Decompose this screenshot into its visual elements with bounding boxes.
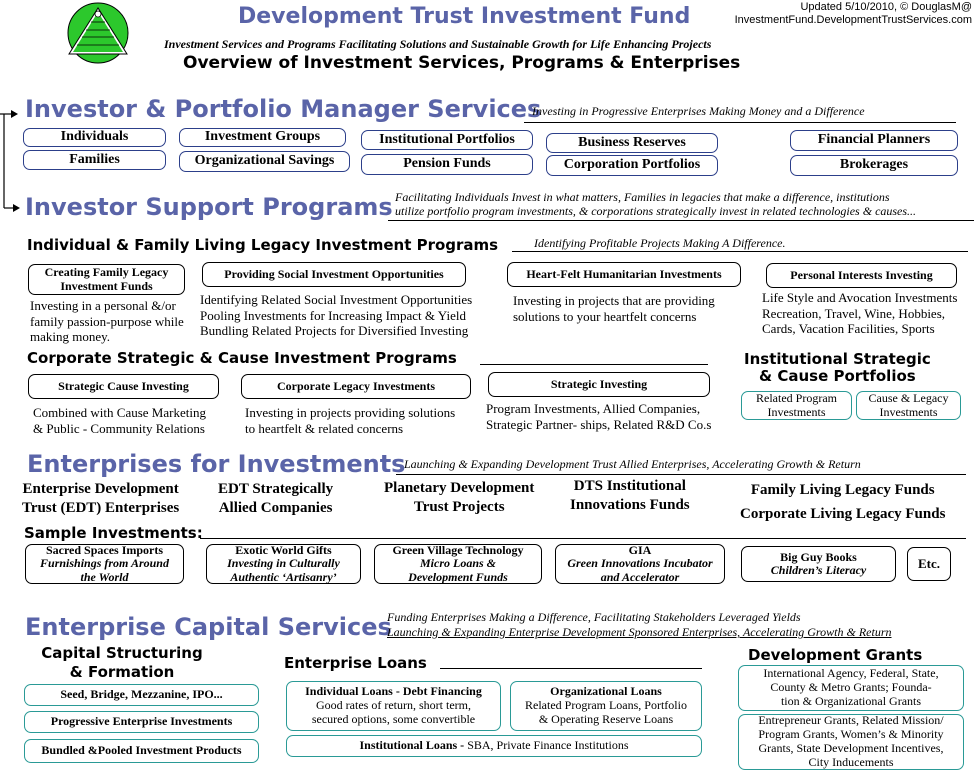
enterprises-heading: Enterprises for Investments — [27, 450, 406, 478]
samples-heading: Sample Investments: — [24, 524, 203, 542]
family-programs-heading: Individual & Family Living Legacy Investment Programs — [27, 236, 499, 254]
updated-note: Updated 5/10/2010, © DouglasM@ — [800, 1, 972, 13]
humanitarian-card[interactable]: Heart-Felt Humanitarian Investments — [507, 262, 741, 287]
grants-heading: Development Grants — [748, 646, 923, 664]
individual-loans-box[interactable]: Individual Loans - Debt Financing Good rates of return, short term, secured options, some convertible — [286, 681, 501, 731]
brokerages-button[interactable]: Brokerages — [790, 155, 958, 176]
edt-allied-item[interactable]: EDT Strategically Allied Companies — [218, 481, 334, 516]
enterprises-tagline: Launching & Expanding Development Trust Allied Enterprises, Accelerating Growth & Return — [404, 457, 861, 471]
support-programs-heading: Investor Support Programs — [25, 193, 393, 221]
corporation-portfolios-button[interactable]: Corporation Portfolios — [546, 155, 718, 176]
investor-services-heading: Investor & Portfolio Manager Services — [25, 95, 542, 123]
dts-innovations-item[interactable]: DTS Institutional Innovations Funds — [570, 478, 690, 513]
site-url[interactable]: InvestmentFund.DevelopmentTrustServices.com — [734, 14, 972, 27]
government-grants-box[interactable]: International Agency, Federal, State, County & Metro Grants; Founda- tion & Organizational Grants — [738, 665, 964, 711]
family-legacy-funds-desc: Investing in a personal &/or family passion-purpose while making money. — [30, 298, 184, 345]
structuring-heading-1: Capital Structuring — [41, 644, 203, 662]
strategic-cause-desc: Combined with Cause Marketing & Public - Community Relations — [33, 405, 206, 436]
organizational-savings-button[interactable]: Organizational Savings — [179, 151, 350, 172]
pension-funds-button[interactable]: Pension Funds — [361, 154, 533, 175]
etc-card[interactable]: Etc. — [907, 547, 951, 581]
cause-legacy-investments-box[interactable]: Cause & Legacy Investments — [856, 391, 961, 420]
bundled-pooled-box[interactable]: Bundled &Pooled Investment Products — [24, 739, 259, 763]
institutional-heading-1: Institutional Strategic — [744, 350, 931, 368]
capital-heading: Enterprise Capital Services — [25, 613, 392, 641]
investment-groups-button[interactable]: Investment Groups — [179, 128, 346, 147]
big-guy-books-card[interactable]: Big Guy Books Children’s Literacy — [741, 546, 896, 582]
page-tagline: Investment Services and Programs Facilitating Solutions and Sustainable Growth for Life Enhancing Projects — [164, 37, 712, 51]
family-programs-tagline: Identifying Profitable Projects Making A Difference. — [534, 236, 786, 250]
personal-interests-desc: Life Style and Avocation Investments Recreation, Travel, Wine, Hobbies, Cards, Vacation Facilities, Sports — [762, 290, 958, 337]
institutional-portfolios-button[interactable]: Institutional Portfolios — [361, 130, 533, 150]
corporate-programs-heading: Corporate Strategic & Cause Investment Programs — [27, 349, 457, 367]
organizational-loans-box[interactable]: Organizational Loans Related Program Loans, Portfolio & Operating Reserve Loans — [510, 681, 702, 731]
families-button[interactable]: Families — [23, 150, 166, 170]
capital-tagline-2: Launching & Expanding Enterprise Development Sponsored Enterprises, Accelerating Growth & Return — [387, 625, 892, 639]
related-program-investments-box[interactable]: Related Program Investments — [741, 391, 852, 420]
social-investment-card[interactable]: Providing Social Investment Opportunities — [202, 262, 466, 287]
support-tagline-1: Facilitating Individuals Invest in what matters, Families in legacies that make a difference, institutions — [395, 190, 890, 204]
strategic-investing-card[interactable]: Strategic Investing — [488, 372, 710, 397]
pyramid-eye-logo-icon — [63, 2, 133, 64]
progressive-enterprise-box[interactable]: Progressive Enterprise Investments — [24, 711, 259, 733]
edt-enterprises-item[interactable]: Enterprise Development Trust (EDT) Enterprises — [22, 481, 180, 516]
capital-tagline-1: Funding Enterprises Making a Difference, Facilitating Stakeholders Leveraged Yields — [387, 610, 801, 624]
individuals-button[interactable]: Individuals — [23, 128, 166, 147]
mission-grants-box[interactable]: Entrepreneur Grants, Related Mission/ Program Grants, Women’s & Minority Grants, State Development Incentives, City Inducements — [738, 714, 964, 770]
strategic-investing-desc: Program Investments, Allied Companies, Strategic Partner- ships, Related R&D Co.s — [486, 401, 712, 432]
exotic-gifts-card[interactable]: Exotic World Gifts Investing in Culturally Authentic ‘Artisanry’ — [206, 544, 361, 584]
financial-planners-button[interactable]: Financial Planners — [790, 130, 958, 151]
corporate-legacy-card[interactable]: Corporate Legacy Investments — [241, 374, 471, 399]
green-village-card[interactable]: Green Village Technology Micro Loans & Development Funds — [374, 544, 542, 584]
family-legacy-funds-card[interactable]: Creating Family Legacy Investment Funds — [28, 264, 185, 295]
support-tagline-2: utilize portfolio program investments, & corporations strategically invest in related technologies & causes... — [395, 204, 917, 219]
social-investment-desc: Identifying Related Social Investment Opportunities Pooling Investments for Increasing Impact & Yield Bundling Related Projects for Diversified Investing — [200, 292, 473, 339]
living-legacy-funds-item[interactable]: Family Living Legacy Funds Corporate Living Legacy Funds — [740, 482, 946, 522]
gia-card[interactable]: GIA Green Innovations Incubator and Accelerator — [555, 544, 725, 584]
personal-interests-card[interactable]: Personal Interests Investing — [766, 263, 957, 288]
corporate-legacy-desc: Investing in projects providing solutions to heartfelt & related concerns — [245, 405, 456, 436]
investor-services-tagline: Investing in Progressive Enterprises Making Money and a Difference — [532, 104, 865, 118]
loans-heading: Enterprise Loans — [284, 654, 427, 672]
seed-bridge-box[interactable]: Seed, Bridge, Mezzanine, IPO... — [24, 684, 259, 706]
business-reserves-button[interactable]: Business Reserves — [546, 133, 718, 153]
page-title: Development Trust Investment Fund — [238, 4, 691, 29]
humanitarian-desc: Investing in projects that are providing solutions to your heartfelt concerns — [513, 293, 715, 324]
institutional-loans-box[interactable]: Institutional Loans - SBA, Private Finance Institutions — [286, 735, 702, 757]
sacred-spaces-card[interactable]: Sacred Spaces Imports Furnishings from Around the World — [25, 544, 184, 584]
strategic-cause-card[interactable]: Strategic Cause Investing — [28, 374, 219, 399]
structuring-heading-2: & Formation — [69, 662, 175, 681]
institutional-heading-2: & Cause Portfolios — [759, 366, 916, 385]
planetary-trust-item[interactable]: Planetary Development Trust Projects — [384, 480, 535, 515]
page-overview: Overview of Investment Services, Programs & Enterprises — [183, 53, 741, 73]
